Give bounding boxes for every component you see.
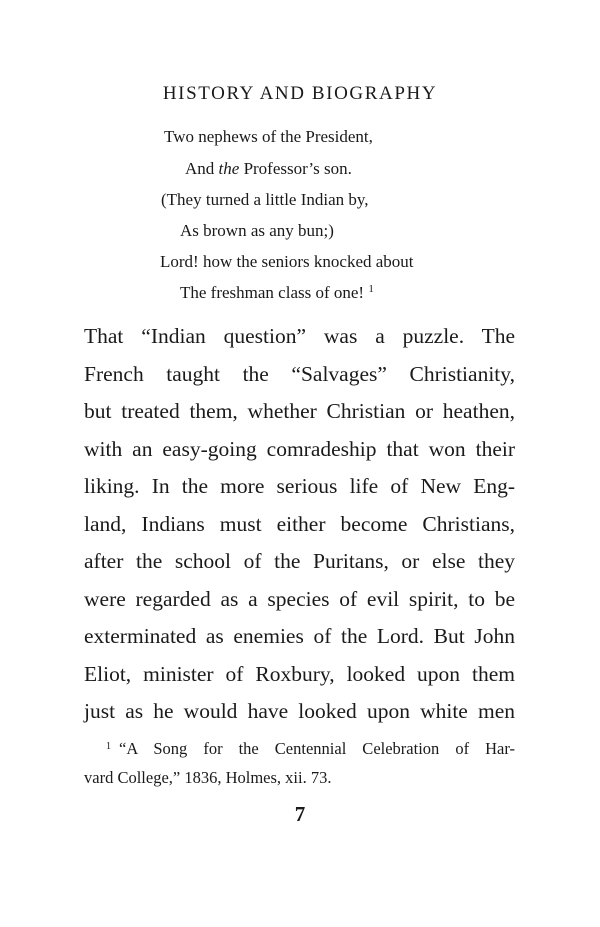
body-line: just as he would have looked upon white men (84, 699, 515, 723)
running-head: HISTORY AND BIOGRAPHY (162, 83, 438, 104)
verse-line-3: (They turned a little Indian by, (161, 190, 369, 209)
body-line: liking. In the more serious life of New Eng- (84, 474, 515, 498)
body-line: Eliot, minister of Roxbury, looked upon them (84, 661, 515, 686)
body-line: with an easy-going comradeship that won their (84, 436, 515, 461)
footnote-mark: 1 (106, 741, 111, 752)
footnote-line-1 (84, 734, 515, 763)
verse-line-1: Two nephews of the President, (164, 127, 373, 146)
verse-line-2 (185, 158, 352, 180)
verse-line-6-text: The freshman class of one! (180, 283, 365, 302)
body-line: but treated them, whether Christian or heathen, (84, 399, 515, 423)
body-line: That “Indian question” was a puzzle. The (84, 324, 515, 348)
body-line: were regarded as a species of evil spirit, to be (84, 586, 515, 611)
verse-line-2-post: Professor’s son. (239, 159, 352, 178)
page-number: 7 (294, 802, 306, 826)
body-line: French taught the “Salvages” Christianity, (84, 361, 515, 386)
footnote-reference: 1 (368, 283, 374, 295)
verse-line-6 (180, 282, 374, 304)
verse-line-5: Lord! how the seniors knocked about (160, 252, 414, 271)
footnote (84, 734, 515, 792)
verse-line-2-italic: the (218, 159, 240, 178)
body-line: land, Indians must either become Christians, (84, 511, 515, 536)
verse-line-2-pre: And (185, 159, 219, 178)
verse-line-4: As brown as any bun;) (180, 221, 334, 240)
body-line: exterminated as enemies of the Lord. But John (84, 624, 515, 648)
footnote-line-2: vard College,” 1836, Holmes, xii. 73. (84, 768, 332, 787)
body-line: after the school of the Puritans, or else they (84, 549, 515, 573)
body-paragraph (84, 318, 515, 731)
footnote-text-1: “A Song for the Centennial Celebration of Har- (119, 739, 515, 758)
